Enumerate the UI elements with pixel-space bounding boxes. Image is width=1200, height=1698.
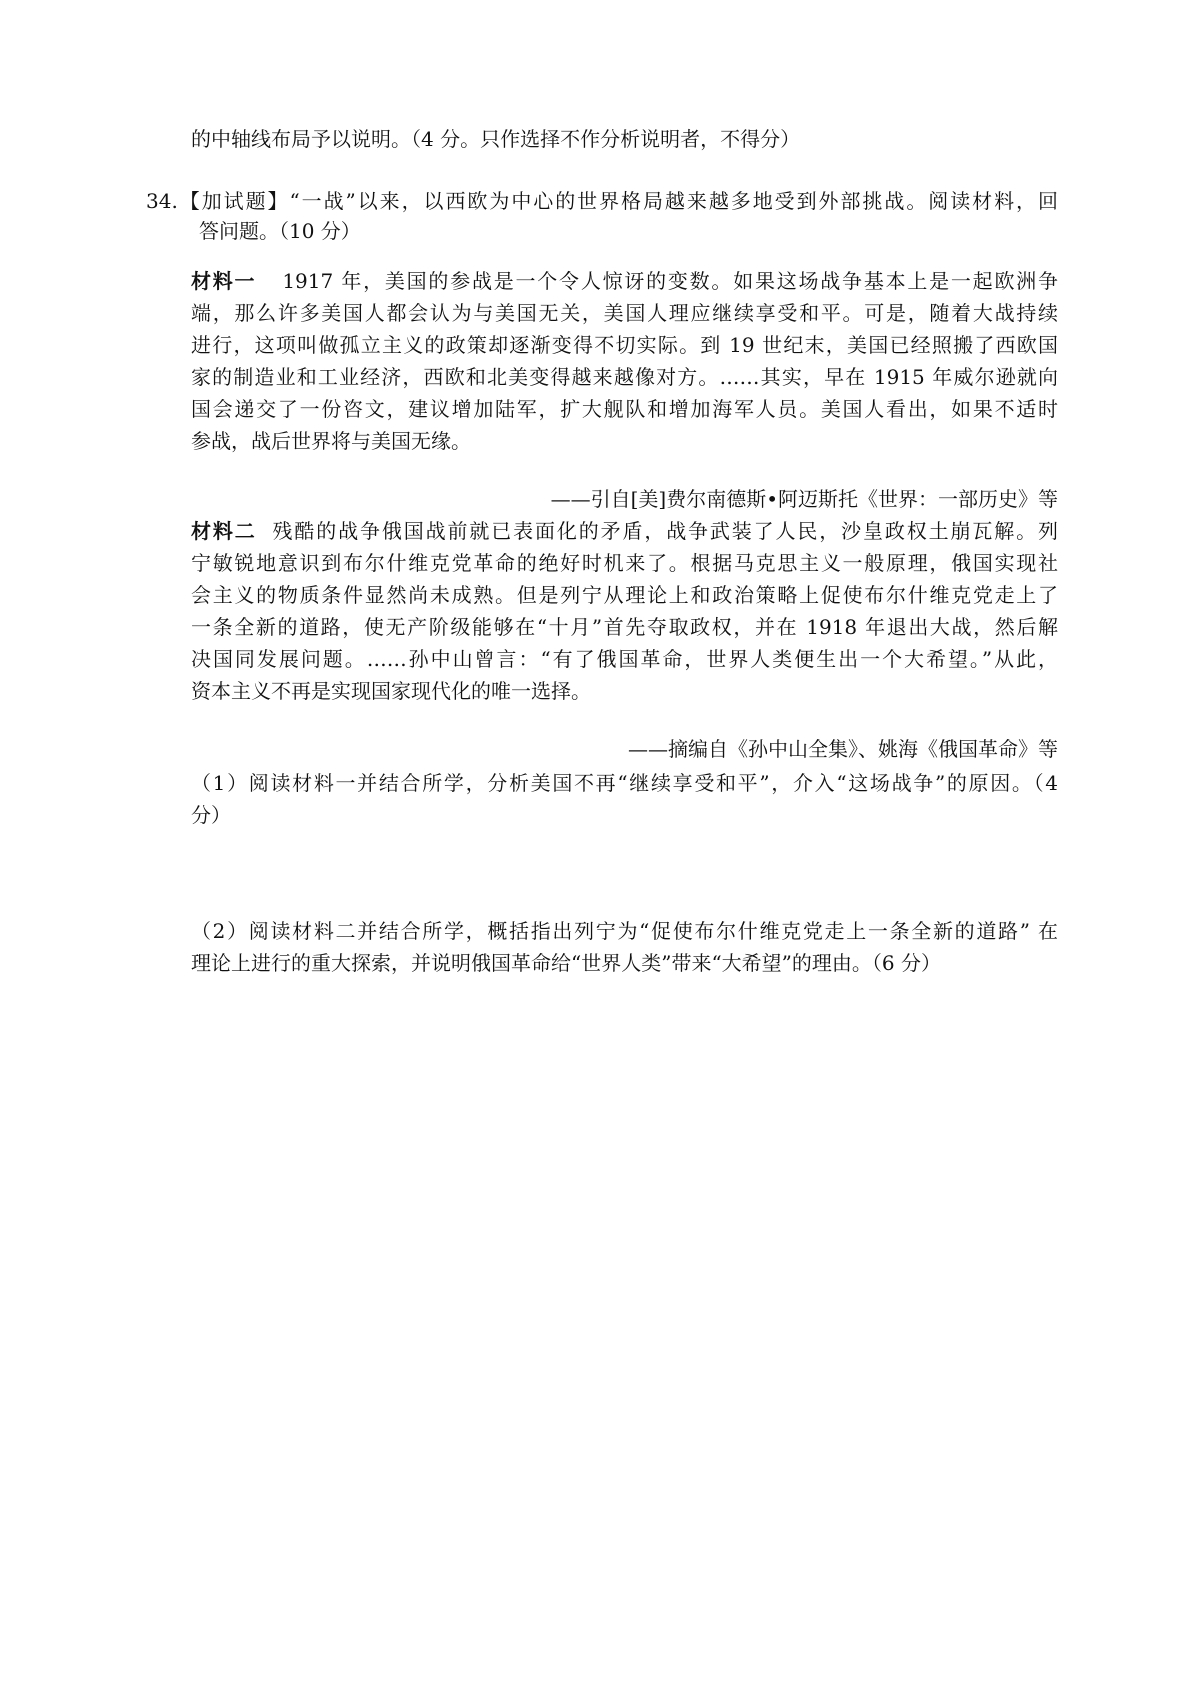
sub-question-1-line-2: 分） (191, 803, 231, 827)
sub-question-2-line-2: 理论上进行的重大探索，并说明俄国革命给“世界人类”带来“大希望”的理由。（6 分） (191, 951, 941, 975)
material-2-line-3: 会主义的物质条件显然尚未成熟。但是列宁从理论上和政治策略上促使布尔什维克党走上了 (191, 583, 1058, 607)
material-2-line-1 (191, 516, 1058, 546)
material-1-label: 材料一 (191, 269, 257, 293)
material-2-label: 材料二 (191, 519, 257, 543)
question-34-stem-line2: 答问题。（10 分） (199, 219, 361, 243)
material-1-line-1 (191, 266, 1058, 296)
material-2-line-4: 一条全新的道路，使无产阶级能够在“十月”首先夺取政权，并在 1918 年退出大战，然后解 (191, 615, 1058, 639)
sub-question-2-line-1: （2）阅读材料二并结合所学，概括指出列宁为“促使布尔什维克党走上一条全新的道路” 在 (191, 919, 1058, 943)
question-34-stem-line1: 【加试题】“一战”以来，以西欧为中心的世界格局越来越多地受到外部挑战。阅读材料，回 (177, 189, 1058, 213)
prev-question-continuation: 的中轴线布局予以说明。（4 分。只作选择不作分析说明者，不得分） (191, 127, 801, 151)
material-2-line-6: 资本主义不再是实现国家现代化的唯一选择。 (191, 679, 591, 703)
question-number: 34. (146, 189, 178, 213)
material-2-source: ——摘编自《孙中山全集》、姚海《俄国革命》等 (628, 737, 1058, 761)
material-1-line-5: 国会递交了一份咨文，建议增加陆军，扩大舰队和增加海军人员。美国人看出，如果不适时 (191, 397, 1058, 421)
material-2-line-2: 宁敏锐地意识到布尔什维克党革命的绝好时机来了。根据马克思主义一般原理，俄国实现社 (191, 551, 1058, 575)
material-2-line-5: 决国同发展问题。……孙中山曾言：“有了俄国革命，世界人类便生出一个大希望。”从此， (191, 647, 1058, 671)
material-2-text-1: 残酷的战争俄国战前就已表面化的矛盾，战争武装了人民，沙皇政权土崩瓦解。列 (270, 519, 1059, 543)
material-1-line-2: 端，那么许多美国人都会认为与美国无关，美国人理应继续享受和平。可是，随着大战持续 (191, 301, 1058, 325)
material-1-line-4: 家的制造业和工业经济，西欧和北美变得越来越像对方。……其实，早在 1915 年威尔逊就向 (191, 365, 1058, 389)
material-1-line-3: 进行，这项叫做孤立主义的政策却逐渐变得不切实际。到 19 世纪末，美国已经照搬了西欧国 (191, 333, 1058, 357)
material-1-line-6: 参战，战后世界将与美国无缘。 (191, 429, 471, 453)
question-34-header (146, 186, 1058, 216)
sub-question-1-line-1: （1）阅读材料一并结合所学，分析美国不再“继续享受和平”，介入“这场战争”的原因。（4 (191, 771, 1058, 795)
material-1-source: ——引自[美]费尔南德斯•阿迈斯托《世界：一部历史》等 (550, 487, 1058, 511)
material-1-text-1: 1917 年，美国的参战是一个令人惊讶的变数。如果这场战争基本上是一起欧洲争 (282, 269, 1058, 293)
